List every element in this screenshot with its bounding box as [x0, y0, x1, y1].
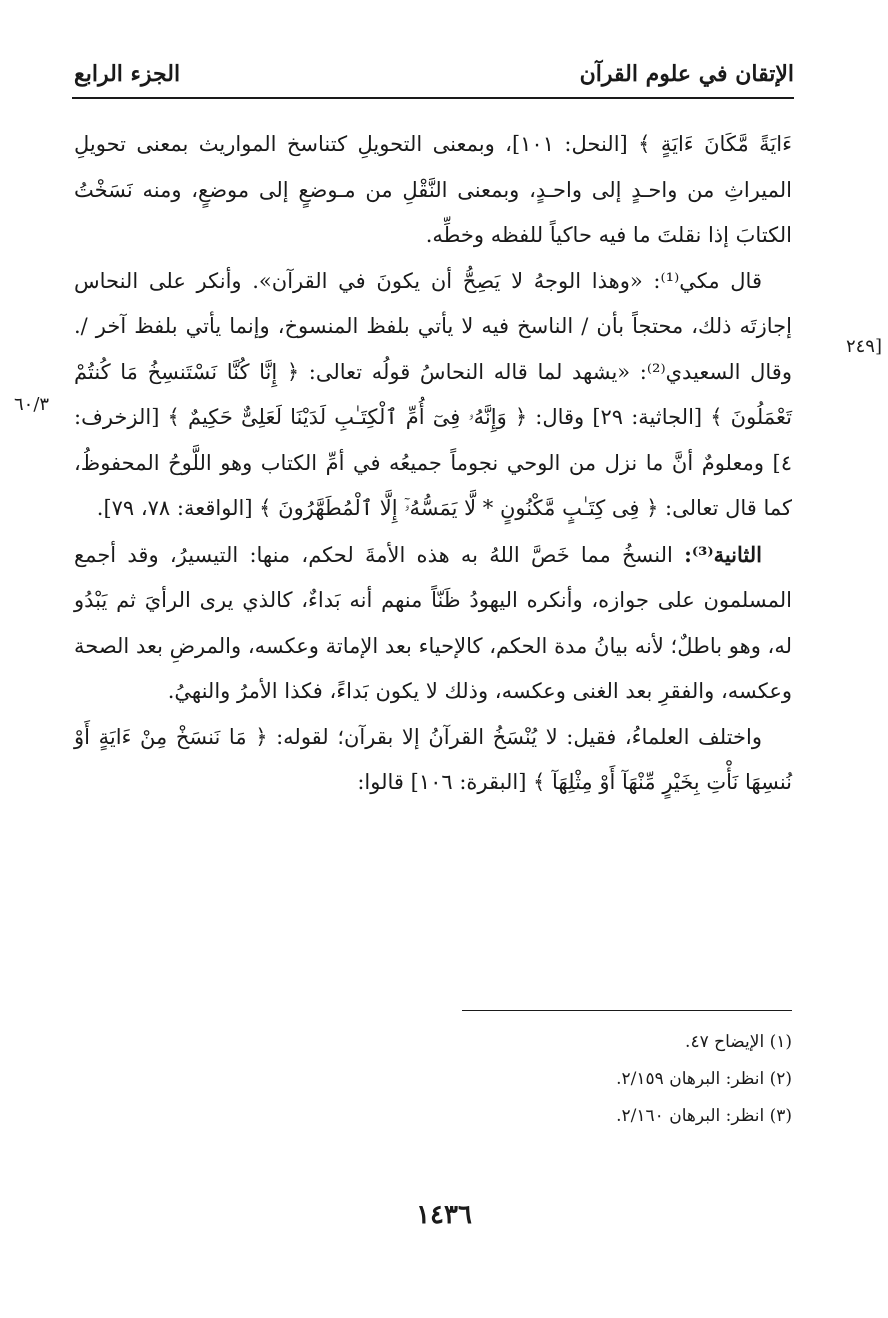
volume-label: الجزء الرابع: [74, 61, 181, 87]
margin-ref-249: [٢٤٩: [845, 336, 882, 357]
section-lemma: الثانية⁽³⁾:: [684, 541, 762, 567]
page-number: ١٤٣٦: [416, 1200, 472, 1230]
footnote-3: (٣) انظر: البرهان ٢/١٦٠.: [616, 1106, 792, 1126]
footnotes: [300, 1024, 792, 1135]
paragraph-2: قال مكي⁽¹⁾: «وهذا الوجهُ لا يَصِحُّ أن يكونَ في القرآن». وأنكر على النحاس إجازتَه ذلك، محتجاً بأن / الناسخ فيه لا يأتي بلفظ المنسوخ، وإنما يأتي بلفظ آخر /. وقال السعيدي⁽²⁾: «يشهد لما قاله النحاسُ قولُه تعالى: ﴿ إِنَّا كُنَّا نَسْتَنسِخُ مَا كُنتُمْ تَعْمَلُونَ ﴾ [الجاثية: ٢٩] وقال: ﴿ وَإِنَّهُۥ فِىٓ أُمِّ ٱلْكِتَـٰبِ لَدَيْنَا لَعَلِىٌّ حَكِيمٌ ﴾ [الزخرف: ٤] ومعلومٌ أنَّ ما نزل من الوحي نجوماً جميعُه في أمِّ الكتاب وهو اللَّوحُ المحفوظُ، كما قال تعالى: ﴿ فِى كِتَـٰبٍ مَّكْنُونٍ * لَّا يَمَسُّهُۥٓ إِلَّا ٱلْمُطَهَّرُونَ ﴾ [الواقعة: ٧٨، ٧٩].: [74, 268, 792, 520]
paragraph-3: [74, 532, 792, 715]
paragraph-3-text: النسخُ مما خَصَّ اللهُ به هذه الأمةَ لحكم، منها: التيسيرُ، وقد أجمع المسلمون على جوازه، وأنكره اليهودُ ظَنّاً منهم أنه بَداءٌ، كالذي يرى الرأيَ ثم يَبْدُو له، وهو باطلٌ؛ لأنه بيانُ مدة الحكم، كالإحياء بعد الإماتة وعكسه، والمرضِ بعد الصحة وعكسه، والفقرِ بعد الغنى وعكسه، وذلك لا يكون بَداءً، فكذا الأمرُ والنهيُ.: [74, 542, 792, 703]
main-text: [74, 122, 792, 806]
margin-ref-60: ٦٠/٣: [14, 394, 50, 415]
paragraph-4: واختلف العلماءُ، فقيل: لا يُنْسَخُ القرآنُ إلا بقرآن؛ لقوله: ﴿ مَا نَنسَخْ مِنْ ءَايَةٍ أَوْ نُنسِهَا نَأْتِ بِخَيْرٍ مِّنْهَآ أَوْ مِثْلِهَآ ﴾ [البقرة: ١٠٦] قالوا:: [74, 724, 792, 794]
footnote-rule: [462, 1010, 792, 1011]
footnote-1: (١) الإيضاح ٤٧.: [685, 1032, 792, 1052]
header-rule: [72, 97, 794, 99]
footnote-2: (٢) انظر: البرهان ٢/١٥٩.: [616, 1069, 792, 1089]
book-title: الإتقان في علوم القرآن: [579, 61, 794, 87]
paragraph-1: ءَايَةً مَّكَانَ ءَايَةٍ ﴾ [النحل: ١٠١]، وبمعنى التحويلِ كتناسخ المواريث بمعنى تحويلِ الميراثِ من واحـدٍ إلى واحـدٍ، وبمعنى النَّقْلِ من مـوضعٍ إلى موضعٍ، ومنه نَسَخْتُ الكتابَ إذا نقلتَ ما فيه حاكياً للفظه وخطِّه.: [74, 132, 792, 247]
running-header: [74, 58, 794, 90]
